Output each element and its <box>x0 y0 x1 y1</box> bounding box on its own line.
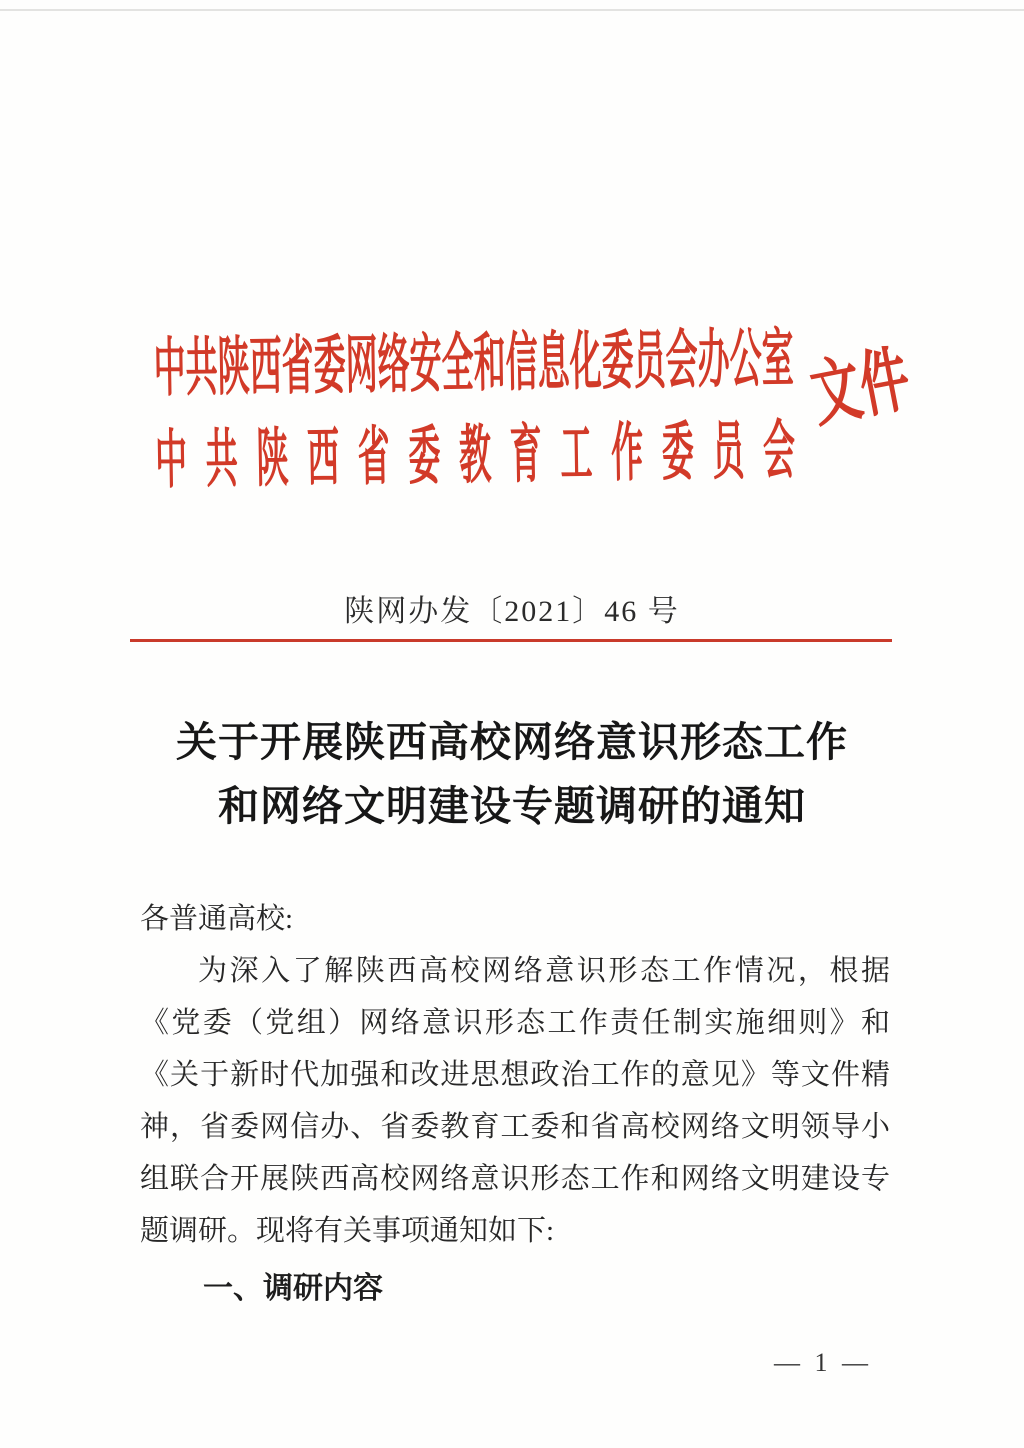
section-heading: 一、调研内容 <box>203 1272 383 1305</box>
red-divider-line <box>130 639 892 642</box>
document-type-label: 文件 <box>804 338 917 437</box>
document-title <box>0 710 1024 838</box>
scan-artifact-line <box>0 9 1024 11</box>
document-body <box>140 893 890 1315</box>
body-paragraph: 为深入了解陕西高校网络意识形态工作情况，根据《党委（党组）网络意识形态工作责任制实施细则》和《关于新时代加强和改进思想政治工作的意见》等文件精神，省委网信办、省委教育工委和省高校网络文明领导小组联合开展陕西高校网络意识形态工作和网络文明建设专题调研。现将有关事项通知如下: <box>140 955 890 1247</box>
salutation: 各普通高校: <box>140 903 294 935</box>
document-title-line-1: 关于开展陕西高校网络意识形态工作 <box>176 719 848 765</box>
page-number: — 1 — <box>774 1348 872 1377</box>
document-title-line-2: 和网络文明建设专题调研的通知 <box>218 783 806 829</box>
org-name-line-1: 中共陕西省委网络安全和信息化委员会办公室 <box>153 322 795 404</box>
document-reference-number: 陕网办发〔2021〕46 号 <box>344 595 680 628</box>
letterhead <box>153 311 936 496</box>
issuing-organizations <box>153 313 796 507</box>
org-name-line-2: 中共陕西省委教育工作委员会 <box>154 414 796 496</box>
